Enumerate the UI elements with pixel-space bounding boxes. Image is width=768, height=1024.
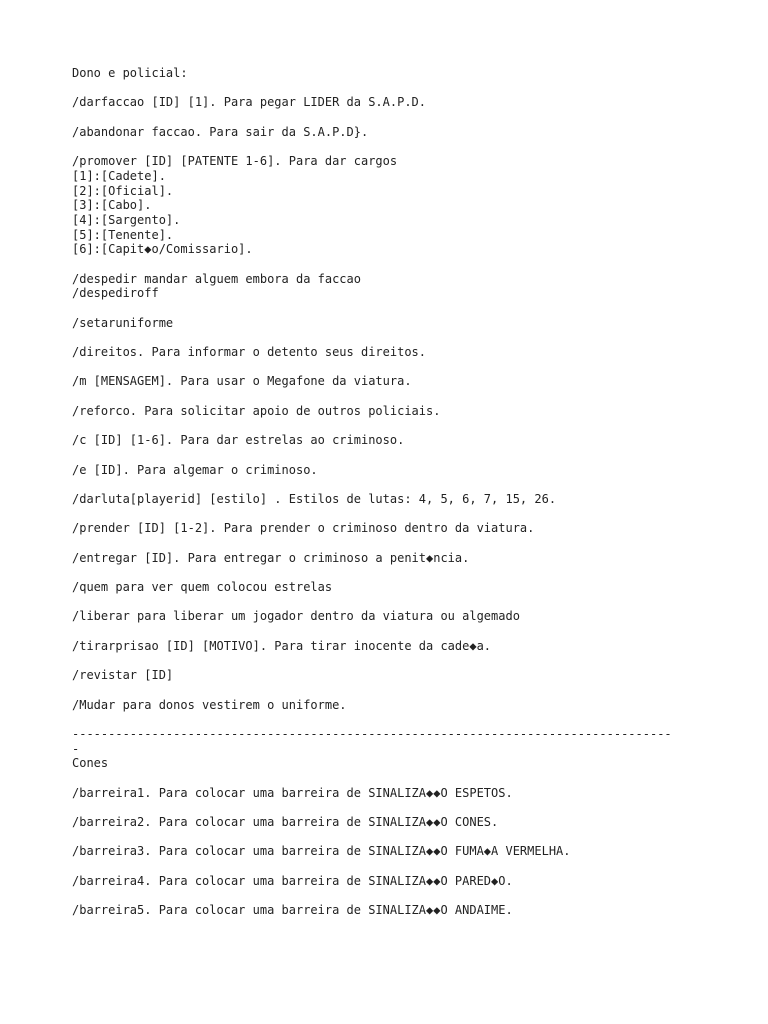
text-line: /darfaccao [ID] [1]. Para pegar LIDER da S.A.P.D. [72, 95, 427, 110]
blank-line [72, 330, 712, 345]
text-line: [6]:[Capit◆o/Comissario]. [72, 242, 253, 257]
blank-line [72, 654, 712, 669]
text-line: /prender [ID] [1-2]. Para prender o criminoso dentro da viatura. [72, 521, 535, 536]
text-line: [1]:[Cadete]. [72, 168, 166, 183]
blank-line [72, 712, 712, 727]
blank-line [72, 565, 712, 580]
text-line: /barreira3. Para colocar uma barreira de SINALIZA◆◆O FUMA◆A VERMELHA. [72, 844, 571, 859]
text-line: /direitos. Para informar o detento seus direitos. [72, 345, 427, 360]
blank-line [72, 507, 712, 522]
text-line: /quem para ver quem colocou estrelas [72, 580, 333, 595]
text-line: [2]:[Oficial]. [72, 183, 174, 198]
blank-line [72, 683, 712, 698]
blank-line [72, 595, 712, 610]
text-line: /entregar [ID]. Para entregar o criminoso a penit◆ncia. [72, 550, 470, 565]
text-line: /barreira4. Para colocar uma barreira de SINALIZA◆◆O PARED◆O. [72, 873, 513, 888]
text-line: /barreira2. Para colocar uma barreira de SINALIZA◆◆O CONES. [72, 815, 499, 830]
text-line: [4]:[Sargento]. [72, 212, 181, 227]
blank-line [72, 419, 712, 434]
blank-line [72, 889, 712, 904]
blank-line [72, 477, 712, 492]
text-line: [3]:[Cabo]. [72, 198, 152, 213]
blank-line [72, 624, 712, 639]
blank-line [72, 301, 712, 316]
blank-line [72, 110, 712, 125]
text-line: /revistar [ID] [72, 668, 174, 683]
text-line: /despedir mandar alguem embora da faccao [72, 271, 361, 286]
text-line: /liberar para liberar um jogador dentro da viatura ou algemado [72, 609, 520, 624]
text-line: ----------------------------------------------------------------------------------- [72, 726, 672, 741]
text-line: /c [ID] [1-6]. Para dar estrelas ao criminoso. [72, 433, 405, 448]
text-line: /e [ID]. Para algemar o criminoso. [72, 462, 318, 477]
text-line: /promover [ID] [PATENTE 1-6]. Para dar cargos [72, 154, 398, 169]
text-line: - [72, 741, 80, 756]
text-line: /setaruniforme [72, 315, 174, 330]
blank-line [72, 360, 712, 375]
blank-line [72, 448, 712, 463]
text-line: /despediroff [72, 286, 159, 301]
blank-line [72, 830, 712, 845]
blank-line [72, 536, 712, 551]
text-line: /m [MENSAGEM]. Para usar o Megafone da viatura. [72, 374, 412, 389]
text-line: /tirarprisao [ID] [MOTIVO]. Para tirar inocente da cade◆a. [72, 638, 492, 653]
text-line: [5]:[Tenente]. [72, 227, 174, 242]
text-line: /abandonar faccao. Para sair da S.A.P.D}. [72, 124, 369, 139]
document-page [72, 66, 712, 918]
blank-line [72, 257, 712, 272]
text-line: Dono e policial: [72, 66, 188, 80]
blank-line [72, 389, 712, 404]
text-line: /darluta[playerid] [estilo] . Estilos de lutas: 4, 5, 6, 7, 15, 26. [72, 491, 557, 506]
text-line: /barreira5. Para colocar uma barreira de SINALIZA◆◆O ANDAIME. [72, 903, 513, 918]
blank-line [72, 800, 712, 815]
text-line: /reforco. Para solicitar apoio de outros policiais. [72, 403, 441, 418]
blank-line [72, 859, 712, 874]
blank-line [72, 771, 712, 786]
blank-line [72, 81, 712, 96]
text-line: Cones [72, 756, 109, 771]
blank-line [72, 139, 712, 154]
text-line: /barreira1. Para colocar uma barreira de SINALIZA◆◆O ESPETOS. [72, 785, 513, 800]
text-line: /Mudar para donos vestirem o uniforme. [72, 697, 347, 712]
